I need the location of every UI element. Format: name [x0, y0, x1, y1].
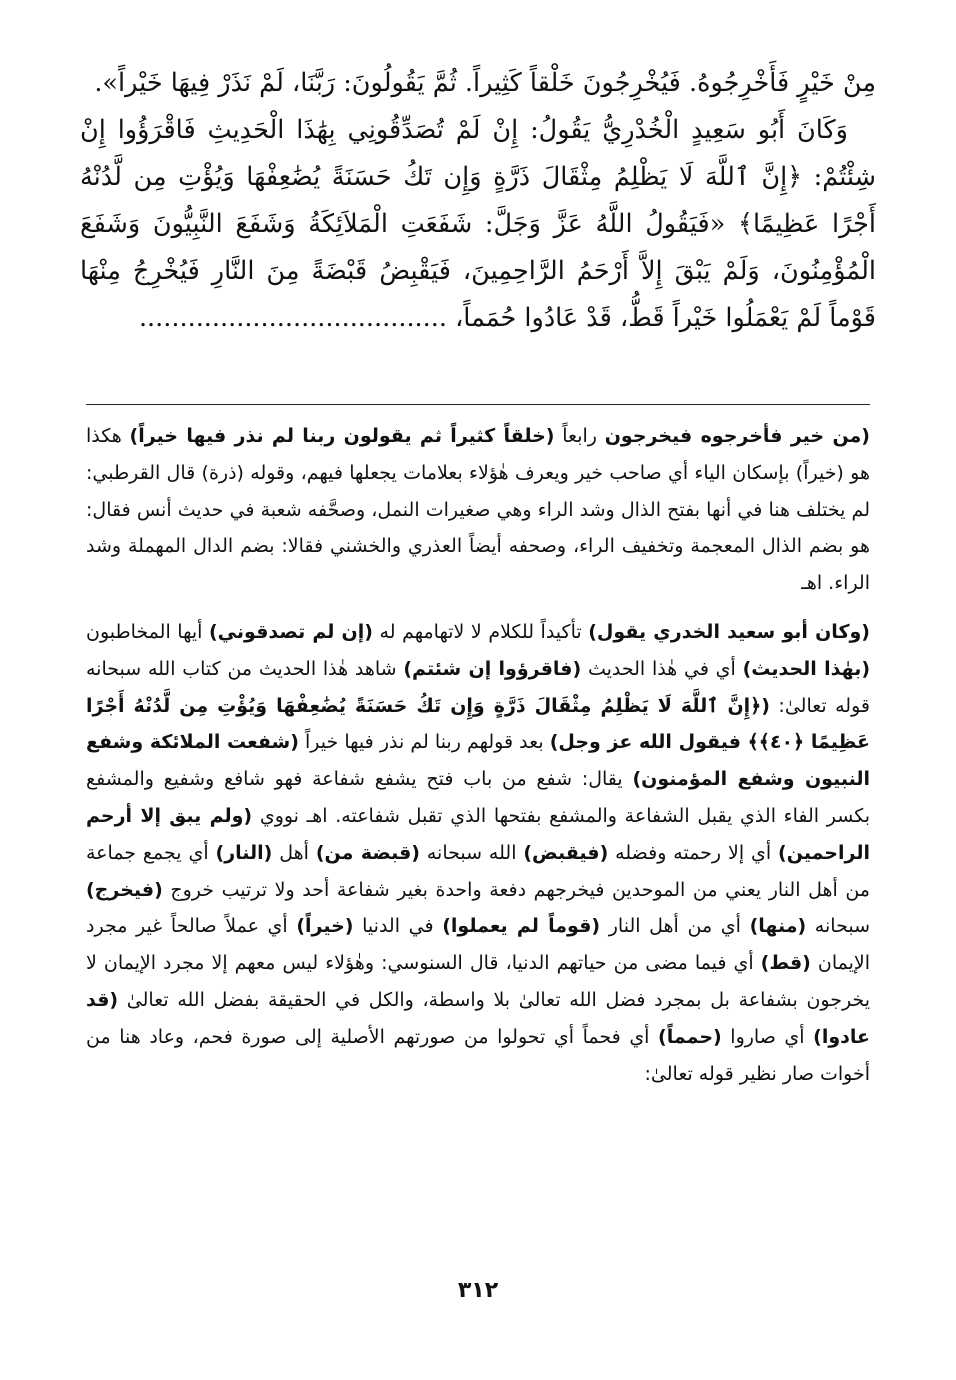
quoted-phrase: (النار) — [215, 841, 273, 864]
quoted-phrase: (إن لم تصدقوني) — [209, 620, 373, 643]
commentary-text: أهل — [272, 841, 316, 864]
quoted-phrase: (قوماً لم يعملوا) — [442, 915, 601, 938]
quran-quote: (حمماً) — [658, 1025, 722, 1048]
commentary-paragraph-2 — [86, 614, 870, 1092]
commentary-text: أي يجمع جماعة من أهل النار يعني من الموحدين فيخرجهم دفعة واحدة بغير شفاعة أحد ولا ترتيب خروج — [86, 841, 870, 901]
commentary-text: الله سبحانه — [419, 841, 524, 864]
quoted-phrase: (بهٰذا الحديث) — [742, 657, 871, 680]
commentary-text: أيها المخاطبون — [86, 620, 209, 643]
quoted-phrase: (فاقرؤوا إن شئتم) — [403, 657, 582, 680]
footnote-divider — [86, 404, 870, 405]
page-number: ٣١٢ — [457, 1278, 499, 1303]
quoted-phrase: (قبضة من) — [315, 841, 420, 864]
quoted-phrase: (قط) — [760, 952, 811, 975]
commentary-text: رابعاً — [554, 425, 605, 447]
quoted-phrase: (خيراً) — [296, 915, 354, 938]
quoted-phrase: (منها) — [749, 915, 807, 938]
quoted-phrase: (خلقاً كثيراً ثم يقولون ربنا لم نذر فيها خيراً) — [129, 425, 555, 447]
commentary-text: أي عملاً صالحاً غير مجرد الإيمان — [86, 915, 871, 975]
commentary-text: بعد قولهم ربنا لم نذر فيها خيراً — [298, 731, 550, 754]
main-text — [80, 60, 876, 342]
quoted-phrase: (وكان أبو سعيد الخدري يقول) — [588, 620, 870, 643]
commentary-text: أي فيما مضى من حياتهم الدنيا، قال السنوسي: وهٰؤلاء ليس معهم إلا مجرد الإيمان لا يخرجون بشفاعة بل بمجرد فضل الله تعالىٰ بلا واسطة، والكل في الحقيقة بفضل الله تعالىٰ — [86, 952, 870, 1011]
commentary-text: هكذا هو (خيراً) بإسكان الياء أي صاحب خير ويعرف هٰؤلاء بعلامات يجعلها فيهم، وقوله (ذرة) قال القرطبي: لم يختلف هنا في أنها بفتح الذال وشد الراء وهي صغيرات النمل، وصحَّفه شعبة في حديث أنس فقال: هو بضم الذال المعجمة وتخفيف الراء، وصحفه أيضاً العذري والخشني فقالا: بضم الدال المهملة وشد الراء. اهـ — [86, 425, 870, 595]
main-text-paragraph-2: وَكَانَ أَبُو سَعِيدٍ الْخُدْرِيُّ يَقُولُ: إِنْ لَمْ تُصَدِّقُونِي بِهَٰذَا الْحَدِيثِ فَاقْرَؤُوا إِنْ شِئْتُمْ: ﴿إِنَّ ٱللَّهَ لَا يَظْلِمُ مِثْقَالَ ذَرَّةٍ وَإِن تَكُ حَسَنَةً يُضَٰعِفْهَا وَيُؤْتِ مِن لَّدُنْهُ أَجْرًا عَظِيمًا﴾ «فَيَقُولُ اللَّهُ عَزَّ وَجَلَّ: شَفَعَتِ الْمَلاَئِكَةُ وَشَفَعَ النَّبِيُّونَ وَشَفَعَ الْمُؤْمِنُونَ، وَلَمْ يَبْقَ إِلاَّ أَرْحَمُ الرَّاحِمِينَ، فَيَقْبِضُ قَبْضَةً مِنَ النَّارِ فَيُخْرِجُ مِنْهَا قَوْماً لَمْ يَعْمَلُوا خَيْراً قَطُّ، قَدْ عَادُوا حُمَماً، ...................................... — [80, 115, 876, 333]
quoted-phrase: (فيخرج) — [86, 878, 163, 901]
commentary-text: سبحانه — [806, 915, 870, 938]
commentary-text: أي إلا رحمته وفضله — [608, 841, 779, 864]
quoted-phrase: (قد عادوا) — [86, 988, 871, 1048]
quoted-phrase: (شفعت الملائكة وشفع النبيون وشفع المؤمنون) — [86, 731, 870, 791]
commentary-text: أي صاروا — [721, 1025, 814, 1048]
quoted-phrase: (فيقبض) — [523, 841, 609, 864]
quoted-phrase: (من خير فأخرجوه فيخرجون — [604, 425, 870, 447]
quoted-phrase: (ولم يبق إلا أرحم الراحمين) — [86, 804, 870, 864]
commentary — [86, 418, 870, 1092]
commentary-text: أي في هٰذا الحديث — [581, 657, 743, 680]
commentary-text: أي من أهل النار — [600, 915, 750, 938]
commentary-text: تأكيداً للكلام لا لاتهامهم له — [372, 620, 589, 643]
commentary-text: أي فحماً أي تحولوا من صورتهم الأصلية إلى صورة فحم، وعاد هنا من أخوات صار نظير قوله تعالىٰ: — [86, 1025, 870, 1085]
commentary-text: في الدنيا — [353, 915, 443, 938]
commentary-text: يقال: شفع من باب فتح يشفع شفاعة فهو شافع وشفيع والمشفع بكسر الفاء الذي يقبل الشفاعة والمشفع بفتحها الذي تقبل شفاعته. اهـ نووي — [86, 768, 871, 827]
commentary-text: شاهد هٰذا الحديث من كتاب الله سبحانه قوله تعالىٰ: — [86, 657, 870, 717]
main-text-line-1: مِنْ خَيْرٍ فَأَخْرِجُوهُ. فَيُخْرِجُونَ خَلْقاً كَثِيراً. ثُمَّ يَقُولُونَ: رَبَّنَا، لَمْ نَذَرْ فِيهَا خَيْراً». — [94, 68, 876, 98]
commentary-paragraph-1 — [86, 418, 870, 602]
quran-quote: (﴿إِنَّ ٱللَّهَ لَا يَظْلِمُ مِثْقَالَ ذَرَّةٍ وَإِن تَكُ حَسَنَةً يُضَٰعِفْهَا وَيُؤْتِ مِن لَّدُنْهُ أَجْرًا عَظِيمًا ﴿٤٠﴾﴾ فيقول الله عز وجل) — [86, 694, 870, 754]
